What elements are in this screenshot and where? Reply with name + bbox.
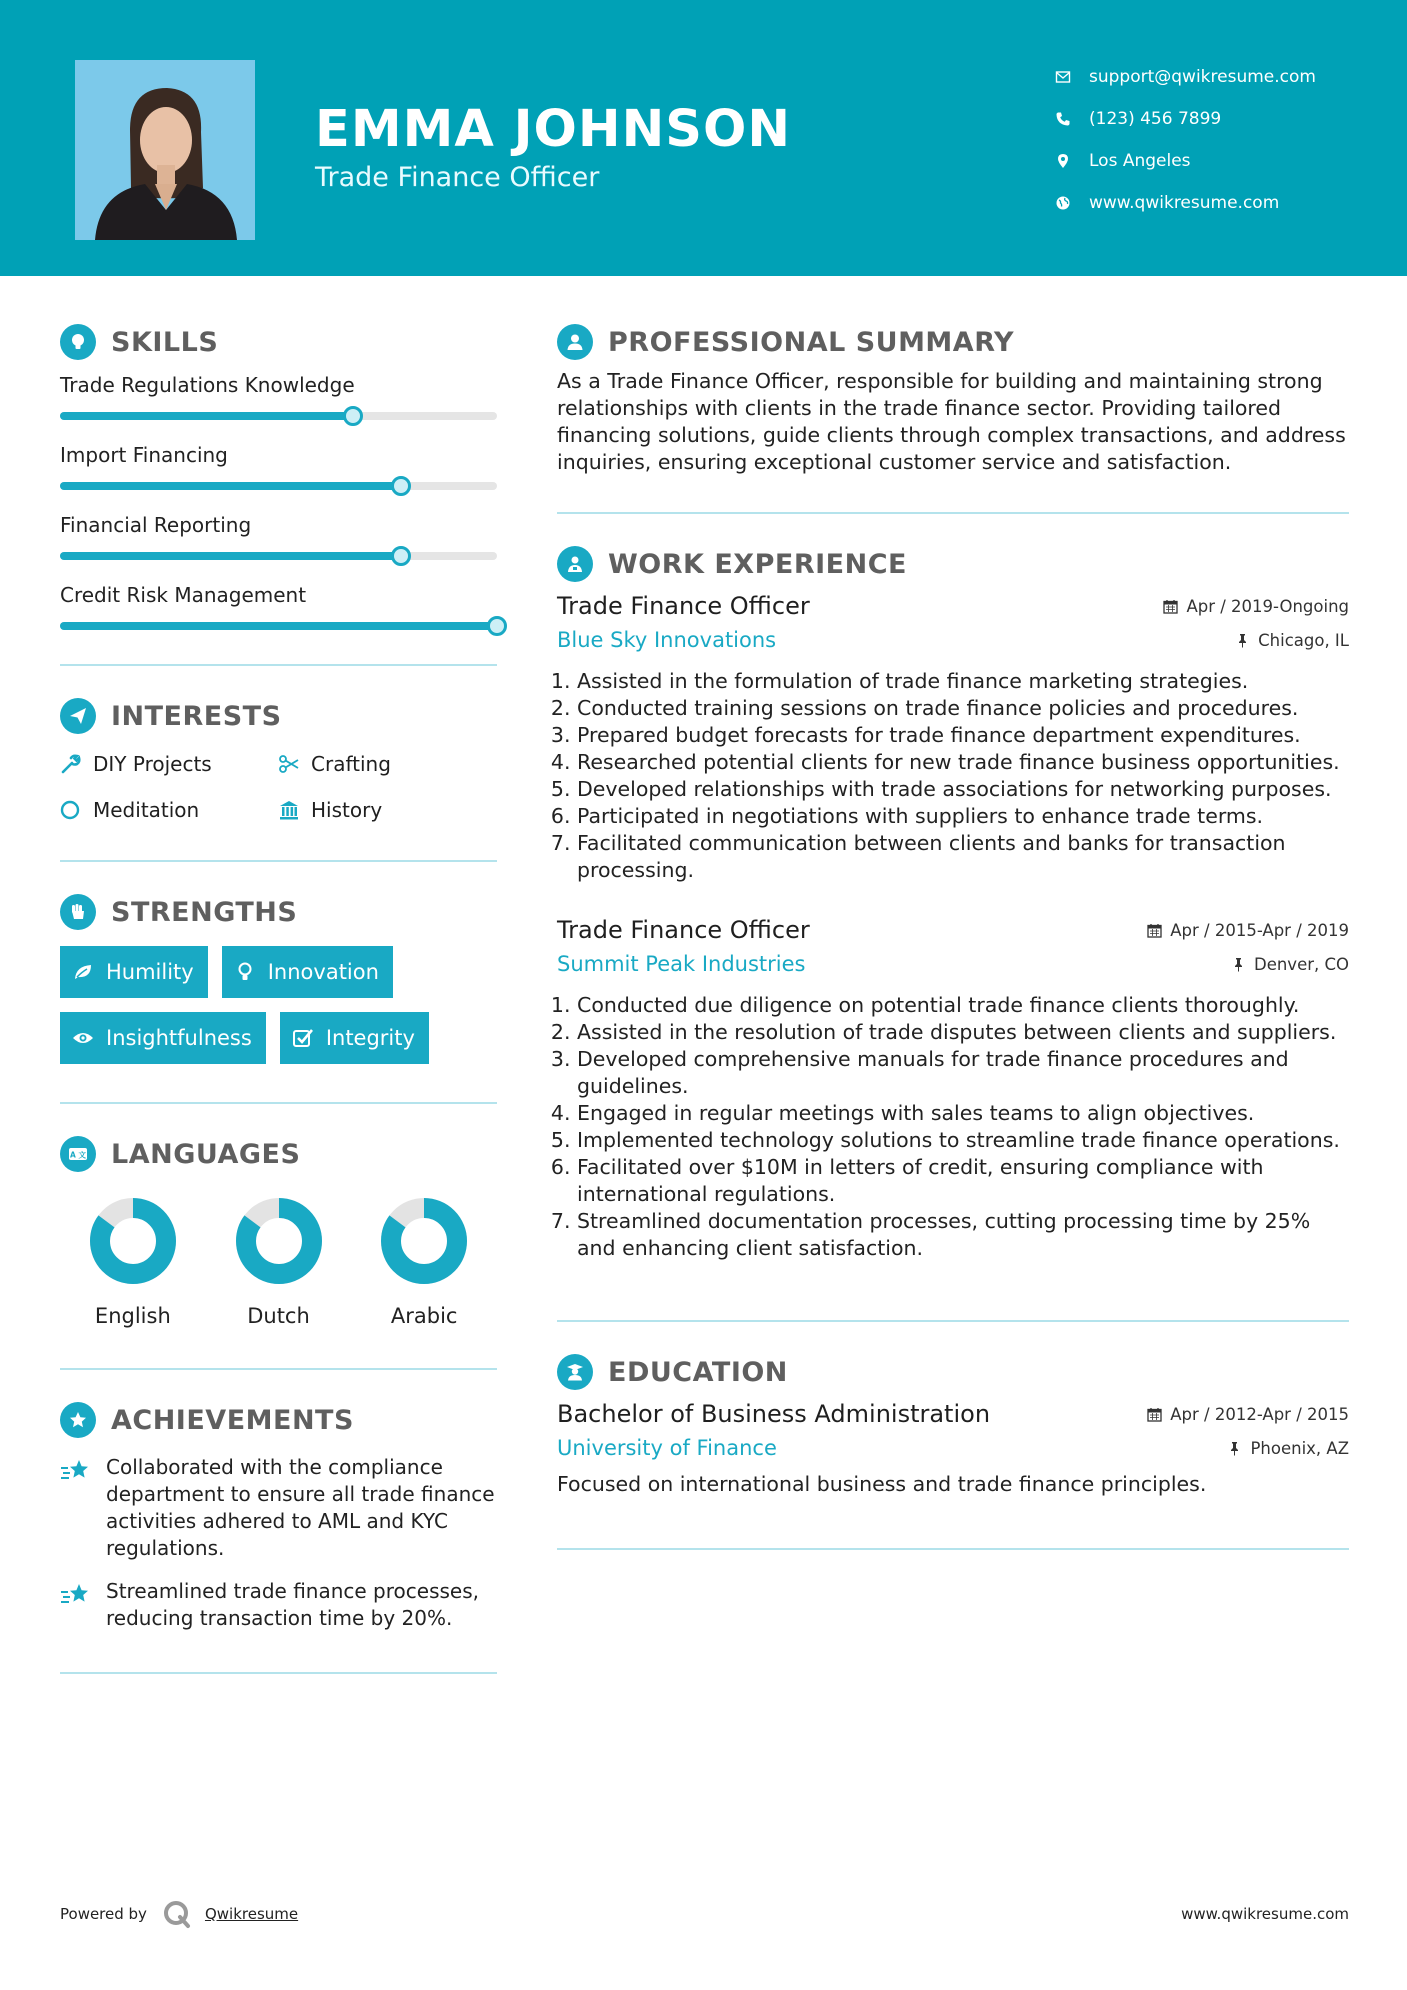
duty-item: 4. Engaged in regular meetings with sales teams to align objectives. <box>577 1100 1349 1127</box>
strength-tag <box>60 946 208 998</box>
interest-label: DIY Projects <box>93 752 212 776</box>
job-location <box>1231 955 1349 974</box>
language-label: Arabic <box>390 1304 458 1328</box>
interests-title: INTERESTS <box>111 700 282 732</box>
leaf-icon <box>72 961 94 983</box>
duty-item: 3. Developed comprehensive manuals for trade finance procedures and guidelines. <box>577 1046 1349 1100</box>
duty-item: 1. Assisted in the formulation of trade finance marketing strategies. <box>577 668 1349 695</box>
interest-label: Crafting <box>311 752 391 776</box>
experience-title: WORK EXPERIENCE <box>608 548 907 580</box>
skill-bar <box>60 552 497 560</box>
lightbulb-icon <box>60 324 96 360</box>
interest-item <box>60 748 278 780</box>
achievement-item <box>60 1454 497 1562</box>
job-header <box>557 592 1349 620</box>
qwikresume-logo-icon <box>161 1898 193 1930</box>
scissors-icon <box>278 753 311 775</box>
skill-bar <box>60 412 497 420</box>
contact-email-text: support@qwikresume.com <box>1089 67 1316 87</box>
skill-label: Financial Reporting <box>60 513 252 537</box>
duty-item: 1. Conducted due diligence on potential trade finance clients thoroughly. <box>577 992 1349 1019</box>
duty-item: 7. Facilitated communication between clients and banks for transaction processing. <box>577 830 1349 884</box>
job-location <box>1235 631 1349 650</box>
languages-title: LANGUAGES <box>111 1138 301 1170</box>
language-donut <box>234 1196 324 1286</box>
contact-email[interactable] <box>1055 56 1316 98</box>
calendar-icon <box>1147 923 1162 938</box>
job-company: Summit Peak Industries <box>557 952 806 976</box>
interest-item <box>60 794 278 826</box>
summary-text: As a Trade Finance Officer, responsible for building and maintaining strong relationships with clients in the trade finance sector. Providing tailored financing solutions, guide clients through complex transactions, and address inquiries, ensuring exceptional customer service and satisfaction. <box>557 369 1346 474</box>
duty-item: 6. Facilitated over $10M in letters of credit, ensuring compliance with international regulations. <box>577 1154 1349 1208</box>
education-subheader <box>557 1436 1349 1460</box>
job-subheader <box>557 952 1349 976</box>
pushpin-icon <box>1231 957 1246 972</box>
duty-item: 5. Developed relationships with trade associations for networking purposes. <box>577 776 1349 803</box>
skill-knob <box>487 616 507 636</box>
strength-label: Integrity <box>325 1026 415 1050</box>
languages-list <box>60 1196 497 1328</box>
skills-title: SKILLS <box>111 326 219 358</box>
job-entry <box>557 916 1349 1262</box>
right-column <box>557 320 1349 1550</box>
achievement-text: Collaborated with the compliance department to ensure all trade finance activities adhered to AML and KYC regulations. <box>106 1455 495 1560</box>
contact-website[interactable] <box>1055 182 1316 224</box>
svg-text:A 文: A 文 <box>70 1150 86 1160</box>
duty-item: 2. Conducted training sessions on trade finance policies and procedures. <box>577 695 1349 722</box>
job-duties <box>557 668 1349 884</box>
graduate-icon <box>557 1354 593 1390</box>
education-date-text: Apr / 2012-Apr / 2015 <box>1170 1405 1349 1424</box>
skill-bar <box>60 622 497 630</box>
footer-powered-by <box>60 1898 298 1930</box>
language-donut <box>88 1196 178 1286</box>
section-divider <box>557 1320 1349 1322</box>
job-entry <box>557 592 1349 884</box>
contact-phone-text: (123) 456 7899 <box>1089 109 1222 129</box>
skill-item <box>60 510 497 560</box>
brand-link[interactable]: Qwikresume <box>204 1905 299 1923</box>
museum-icon <box>278 799 311 821</box>
skill-knob <box>343 406 363 426</box>
education-location <box>1227 1439 1349 1458</box>
lightbulb-icon <box>234 961 256 983</box>
interest-item <box>278 794 496 826</box>
duty-item: 2. Assisted in the resolution of trade disputes between clients and suppliers. <box>577 1019 1349 1046</box>
strengths-heading <box>60 890 497 934</box>
achievement-item <box>60 1578 497 1632</box>
pushpin-icon <box>1227 1441 1242 1456</box>
achievement-text: Streamlined trade finance processes, reducing transaction time by 20%. <box>106 1579 479 1630</box>
candidate-name: EMMA JOHNSON <box>315 100 792 159</box>
calendar-icon <box>1147 1407 1162 1422</box>
skill-bar <box>60 482 497 490</box>
envelope-icon <box>1055 69 1089 85</box>
job-duties <box>557 992 1349 1262</box>
profile-photo <box>75 60 255 240</box>
eye-icon <box>72 1027 94 1049</box>
briefcase-user-icon <box>557 546 593 582</box>
strength-tag <box>222 946 393 998</box>
education-header <box>557 1400 1349 1428</box>
section-divider <box>60 860 497 862</box>
powered-by-text: Powered by <box>60 1905 147 1923</box>
job-date <box>1163 597 1349 616</box>
job-header <box>557 916 1349 944</box>
skill-item <box>60 580 497 630</box>
duty-item: 5. Implemented technology solutions to streamline trade finance operations. <box>577 1127 1349 1154</box>
education-entry <box>557 1400 1349 1496</box>
section-divider <box>60 1368 497 1370</box>
contact-website-text: www.qwikresume.com <box>1089 193 1280 213</box>
interests-heading <box>60 694 497 738</box>
strength-tag <box>280 1012 429 1064</box>
job-date-text: Apr / 2019-Ongoing <box>1186 597 1349 616</box>
phone-icon <box>1055 111 1089 127</box>
check-square-icon <box>292 1027 314 1049</box>
skill-label: Credit Risk Management <box>60 583 307 607</box>
section-divider <box>60 664 497 666</box>
pushpin-icon <box>1235 633 1250 648</box>
languages-heading <box>60 1132 497 1176</box>
language-label: Dutch <box>247 1304 310 1328</box>
job-date-text: Apr / 2015-Apr / 2019 <box>1170 921 1349 940</box>
strength-label: Innovation <box>267 960 379 984</box>
skill-fill <box>60 552 401 560</box>
job-location-text: Denver, CO <box>1253 954 1349 974</box>
section-divider <box>557 1548 1349 1550</box>
language-icon <box>60 1136 96 1172</box>
footer-website[interactable]: www.qwikresume.com <box>1181 1905 1349 1923</box>
achievements-list <box>60 1454 497 1632</box>
circle-icon <box>60 799 93 821</box>
left-column <box>60 320 497 1674</box>
job-location-text: Chicago, IL <box>1258 630 1349 650</box>
skills-list <box>60 370 497 630</box>
duty-item: 4. Researched potential clients for new trade finance business opportunities. <box>577 749 1349 776</box>
language-item <box>351 1196 497 1328</box>
achievements-heading <box>60 1398 497 1442</box>
experience-heading <box>557 542 1349 586</box>
candidate-role: Trade Finance Officer <box>315 162 600 193</box>
interests-list <box>60 748 497 826</box>
strength-tag <box>60 1012 266 1064</box>
shooting-star-icon <box>60 1578 106 1612</box>
education-location-text: Phoenix, AZ <box>1250 1438 1349 1458</box>
education-school: University of Finance <box>557 1436 777 1460</box>
section-divider <box>557 512 1349 514</box>
map-pin-icon <box>1055 153 1089 169</box>
globe-icon <box>1055 195 1089 211</box>
interest-label: Meditation <box>93 798 200 822</box>
resume-header <box>0 0 1407 276</box>
duty-item: 3. Prepared budget forecasts for trade finance department expenditures. <box>577 722 1349 749</box>
skill-fill <box>60 482 401 490</box>
contact-location-text: Los Angeles <box>1089 151 1191 171</box>
language-item <box>206 1196 352 1328</box>
summary-heading <box>557 320 1349 364</box>
language-donut <box>379 1196 469 1286</box>
skill-fill <box>60 412 353 420</box>
skill-label: Trade Regulations Knowledge <box>60 373 355 397</box>
education-title: EDUCATION <box>608 1356 788 1388</box>
skill-knob <box>391 546 411 566</box>
calendar-icon <box>1163 599 1178 614</box>
job-subheader <box>557 628 1349 652</box>
education-heading <box>557 1350 1349 1394</box>
contact-list <box>1055 56 1316 224</box>
fist-icon <box>60 894 96 930</box>
section-divider <box>60 1672 497 1674</box>
strengths-title: STRENGTHS <box>111 896 298 928</box>
skills-heading <box>60 320 497 364</box>
section-divider <box>60 1102 497 1104</box>
skill-item <box>60 440 497 490</box>
shooting-star-icon <box>60 1454 106 1488</box>
education-description: Focused on international business and trade finance principles. <box>557 1472 1207 1496</box>
education-date <box>1147 1405 1349 1424</box>
paper-plane-icon <box>60 698 96 734</box>
language-label: English <box>94 1304 171 1328</box>
strengths-list <box>60 946 480 1064</box>
star-badge-icon <box>60 1402 96 1438</box>
job-title: Trade Finance Officer <box>557 916 810 944</box>
contact-phone[interactable] <box>1055 98 1316 140</box>
contact-location <box>1055 140 1316 182</box>
summary-title: PROFESSIONAL SUMMARY <box>608 326 1015 358</box>
skill-knob <box>391 476 411 496</box>
education-degree: Bachelor of Business Administration <box>557 1400 991 1428</box>
wrench-icon <box>60 753 93 775</box>
user-icon <box>557 324 593 360</box>
language-item <box>60 1196 206 1328</box>
skill-fill <box>60 622 497 630</box>
skill-item <box>60 370 497 420</box>
interest-label: History <box>311 798 383 822</box>
skill-label: Import Financing <box>60 443 228 467</box>
job-company: Blue Sky Innovations <box>557 628 777 652</box>
job-date <box>1147 921 1349 940</box>
interest-item <box>278 748 496 780</box>
strength-label: Insightfulness <box>106 1026 252 1050</box>
duty-item: 7. Streamlined documentation processes, cutting processing time by 25% and enhancing client satisfaction. <box>577 1208 1349 1262</box>
job-title: Trade Finance Officer <box>557 592 810 620</box>
duty-item: 6. Participated in negotiations with suppliers to enhance trade terms. <box>577 803 1349 830</box>
achievements-title: ACHIEVEMENTS <box>111 1404 354 1436</box>
strength-label: Humility <box>106 960 194 984</box>
